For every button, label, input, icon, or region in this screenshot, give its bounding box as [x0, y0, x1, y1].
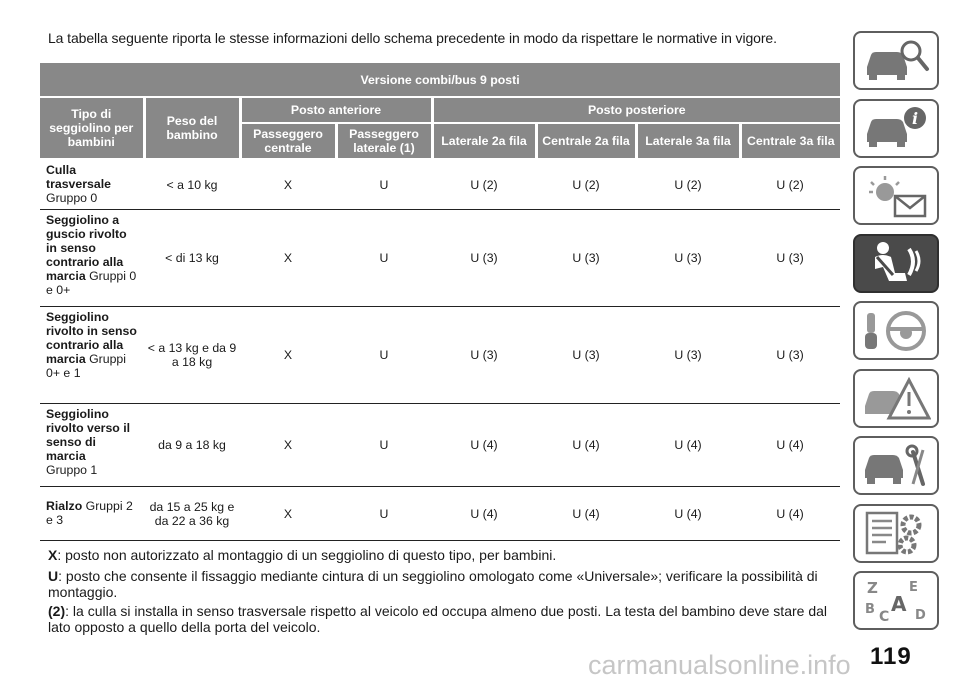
seat-type-cell: Culla trasversale Gruppo 0 — [40, 159, 144, 210]
value-cell: U (3) — [432, 307, 536, 404]
sub-header: Centrale 2a fila — [536, 123, 636, 159]
watermark: carmanualsonline.info — [588, 650, 851, 678]
front-seat-header: Posto anteriore — [240, 97, 432, 123]
rear-seat-header: Posto posteriore — [432, 97, 840, 123]
value-cell: U (3) — [636, 307, 740, 404]
alphabet-index-icon — [861, 577, 931, 625]
value-cell: U — [336, 487, 432, 541]
tab-specs[interactable] — [853, 504, 939, 563]
tab-car-search[interactable] — [853, 31, 939, 90]
tab-lights-message[interactable] — [853, 166, 939, 225]
specs-gear-icon — [861, 509, 931, 557]
sub-header: Centrale 3a fila — [740, 123, 840, 159]
svg-text:i: i — [911, 109, 919, 128]
value-cell: U (2) — [740, 159, 840, 210]
table-row — [40, 159, 840, 210]
value-cell: U (3) — [740, 210, 840, 307]
seat-type-cell: Rialzo Gruppi 2 e 3 — [40, 487, 144, 541]
value-cell: U (3) — [636, 210, 740, 307]
weight-cell: < di 13 kg — [144, 210, 240, 307]
value-cell: U (4) — [636, 404, 740, 487]
tab-seat-safety[interactable] — [853, 234, 939, 293]
table-row — [40, 307, 840, 404]
value-cell: U — [336, 307, 432, 404]
sub-header: Passeggero laterale (1) — [336, 123, 432, 159]
weight-cell: < a 13 kg e da 9 a 18 kg — [144, 307, 240, 404]
seat-type-cell: Seggiolino a guscio rivolto in senso contrario alla marcia Gruppi 0 e 0+ — [40, 210, 144, 307]
value-cell: U (4) — [740, 404, 840, 487]
value-cell: X — [240, 487, 336, 541]
car-search-icon — [861, 37, 931, 85]
svg-text:D: D — [915, 607, 926, 623]
value-cell: U (4) — [432, 487, 536, 541]
value-cell: X — [240, 404, 336, 487]
intro-text: La tabella seguente riporta le stesse informazioni dello schema precedente in modo da rispettare le normative in vigore. — [48, 30, 777, 46]
weight-cell: da 9 a 18 kg — [144, 404, 240, 487]
value-cell: U — [336, 210, 432, 307]
legend-u: U: posto che consente il fissaggio mediante cintura di un seggiolino omologato come «Universale»; verificare la possibilità di montaggio. — [48, 568, 818, 600]
tab-car-service[interactable] — [853, 436, 939, 495]
table-row — [40, 210, 840, 307]
child-seat-table — [40, 63, 840, 541]
car-service-icon — [861, 442, 931, 490]
value-cell: U (2) — [432, 159, 536, 210]
value-cell: U (3) — [740, 307, 840, 404]
value-cell: U (3) — [536, 307, 636, 404]
lights-message-icon — [861, 172, 931, 220]
version-header: Versione combi/bus 9 posti — [40, 63, 840, 97]
weight-cell: da 15 a 25 kg e da 22 a 36 kg — [144, 487, 240, 541]
weight-cell: < a 10 kg — [144, 159, 240, 210]
value-cell: U (4) — [432, 404, 536, 487]
page-number: 119 — [870, 643, 912, 670]
sub-header: Passeggero centrale — [240, 123, 336, 159]
tab-car-warning[interactable] — [853, 369, 939, 428]
svg-text:C: C — [879, 608, 890, 625]
sub-header: Laterale 2a fila — [432, 123, 536, 159]
value-cell: X — [240, 307, 336, 404]
value-cell: U (3) — [432, 210, 536, 307]
legend-note-2: (2): la culla si installa in senso trasversale rispetto al veicolo ed occupa almeno due posti. La testa del bambino deve stare dal lato opposto a quello della porta del veicolo. — [48, 603, 828, 635]
value-cell: U (4) — [536, 404, 636, 487]
value-cell: X — [240, 159, 336, 210]
legend-x: X: posto non autorizzato al montaggio di un seggiolino di questo tipo, per bambini. — [48, 547, 557, 563]
value-cell: U (4) — [536, 487, 636, 541]
key-steering-wheel-icon — [861, 307, 931, 355]
tab-key-steering[interactable] — [853, 301, 939, 360]
value-cell: U (4) — [740, 487, 840, 541]
seat-safety-icon — [861, 239, 931, 287]
value-cell: U — [336, 159, 432, 210]
value-cell: U — [336, 404, 432, 487]
svg-text:A: A — [891, 591, 907, 616]
seat-type-cell: Seggiolino rivolto verso il senso di marcia Gruppo 1 — [40, 404, 144, 487]
value-cell: U (2) — [536, 159, 636, 210]
car-warning-icon — [861, 374, 931, 422]
value-cell: U (4) — [636, 487, 740, 541]
col-seat-type: Tipo di seggiolino per bambini — [40, 97, 144, 159]
svg-text:B: B — [865, 601, 875, 617]
col-child-weight: Peso del bambino — [144, 97, 240, 159]
svg-text:E: E — [909, 579, 918, 595]
tab-alphabet-index[interactable] — [853, 571, 939, 630]
sub-header: Laterale 3a fila — [636, 123, 740, 159]
tab-car-info[interactable] — [853, 99, 939, 158]
chapter-tabs — [853, 31, 939, 639]
value-cell: U (3) — [536, 210, 636, 307]
table-row — [40, 487, 840, 541]
table-row — [40, 404, 840, 487]
svg-text:Z: Z — [867, 578, 878, 597]
seat-type-cell: Seggiolino rivolto in senso contrario alla marcia Gruppi 0+ e 1 — [40, 307, 144, 404]
value-cell: U (2) — [636, 159, 740, 210]
value-cell: X — [240, 210, 336, 307]
car-info-icon — [861, 104, 931, 152]
